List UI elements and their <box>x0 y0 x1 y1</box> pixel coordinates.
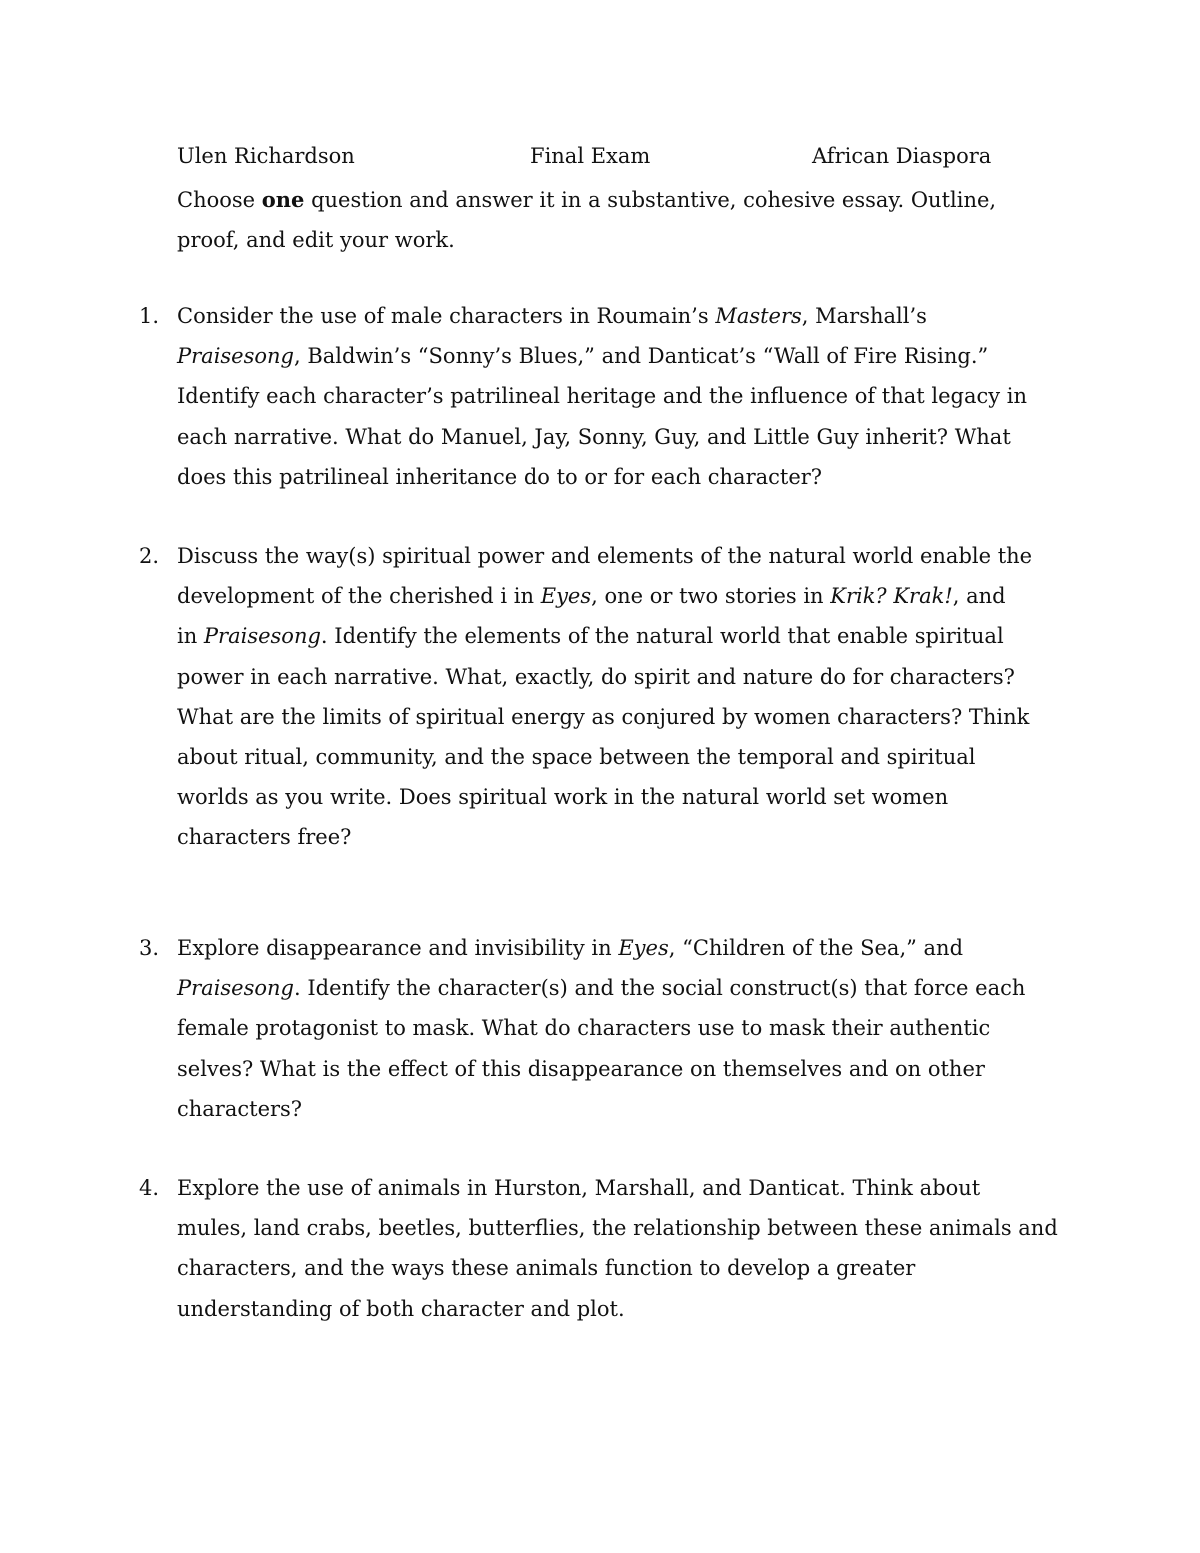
question-text: characters free? <box>177 825 352 850</box>
question-text: mules, land crabs, beetles, butterflies, the relationship between these animals and <box>177 1216 1058 1241</box>
instructions-emphasis: one <box>261 187 305 212</box>
title-italic: Masters <box>715 304 802 328</box>
question-number: 3. <box>139 936 160 960</box>
question-text: power in each narrative. What, exactly, do spirit and nature do for characters? <box>177 664 1015 689</box>
question-text-line <box>177 1168 1027 1208</box>
title-italic: Eyes <box>618 936 669 960</box>
question-text: , Baldwin’s “Sonny’s Blues,” and Danticat’s “Wall of Fire Rising.” <box>294 344 989 369</box>
question-text: each narrative. What do Manuel, Jay, Sonny, Guy, and Little Guy inherit? What <box>177 424 1011 449</box>
instructions-text-before: Choose <box>177 188 262 212</box>
question-text-line <box>177 336 1027 376</box>
question-text: Identify each character’s patrilineal heritage and the influence of that legacy in <box>177 384 1028 409</box>
question-text: . Identify the character(s) and the social construct(s) that force each <box>294 976 1026 1001</box>
question-text-line <box>177 1049 1027 1089</box>
question-2 <box>139 536 1033 858</box>
question-number: 4. <box>139 1176 160 1200</box>
question-text: Explore disappearance and invisibility in <box>177 936 619 960</box>
course-name: African Diaspora <box>812 144 992 168</box>
question-text: , one or two stories in <box>591 584 831 609</box>
question-text-line <box>177 457 1027 497</box>
question-3 <box>139 928 1027 1129</box>
question-text: , “Children of the Sea,” and <box>668 936 964 960</box>
question-text: . Identify the elements of the natural world that enable spiritual <box>320 624 1004 649</box>
question-text: characters, and the ways these animals function to develop a greater <box>177 1256 916 1281</box>
question-text-line <box>177 1089 1027 1129</box>
question-text-line <box>177 697 1030 737</box>
question-text: about ritual, community, and the space between the temporal and spiritual <box>177 745 976 770</box>
title-italic: Praisesong <box>177 976 294 1001</box>
question-text: understanding of both character and plot. <box>177 1296 625 1321</box>
question-text-line <box>177 296 1027 336</box>
question-text: in <box>177 624 204 649</box>
question-text: characters? <box>177 1096 303 1121</box>
question-text-line <box>177 376 1027 416</box>
question-text: What are the limits of spiritual energy as conjured by women characters? Think <box>177 704 1030 729</box>
question-text-line <box>177 417 1027 457</box>
question-text: development of the cherished i in <box>177 584 541 609</box>
question-text: does this patrilineal inheritance do to or for each character? <box>177 464 823 489</box>
instructions-text-after: question and answer it in a substantive, cohesive essay. Outline, <box>304 188 997 212</box>
question-text: Explore the use of animals in Hurston, Marshall, and Danticat. Think about <box>177 1176 981 1200</box>
question-text-line <box>177 1208 1058 1248</box>
question-number: 2. <box>139 544 160 568</box>
question-text: female protagonist to mask. What do characters use to mask their authentic <box>177 1016 991 1041</box>
question-text-line <box>177 1008 1027 1048</box>
question-text: Consider the use of male characters in Roumain’s <box>177 304 716 328</box>
question-text-line <box>177 1248 1027 1288</box>
question-text-line <box>177 928 1027 968</box>
question-text: , and <box>952 584 1006 609</box>
title-italic: Krik? Krak! <box>830 584 953 609</box>
question-text: selves? What is the effect of this disappearance on themselves and on other <box>177 1056 985 1081</box>
question-text-line <box>177 576 1027 616</box>
question-text-line <box>177 968 1027 1008</box>
exam-title: Final Exam <box>530 144 651 168</box>
question-text-line <box>177 536 1033 576</box>
question-text: , Marshall’s <box>801 304 927 328</box>
question-text-line <box>177 657 1027 697</box>
title-italic: Praisesong <box>177 344 294 369</box>
question-4 <box>139 1168 1058 1329</box>
student-name: Ulen Richardson <box>177 144 355 168</box>
question-1 <box>139 296 1028 497</box>
question-number: 1. <box>139 304 160 328</box>
question-text: worlds as you write. Does spiritual work in the natural world set women <box>177 785 949 810</box>
instructions-text-line2: proof, and edit your work. <box>177 228 455 252</box>
question-text-line <box>177 777 1027 817</box>
question-text-line <box>177 817 1027 857</box>
question-text: Discuss the way(s) spiritual power and elements of the natural world enable the <box>177 544 1033 568</box>
question-text-line <box>177 737 1027 777</box>
title-italic: Eyes <box>540 584 592 609</box>
document-header <box>177 140 1037 172</box>
title-italic: Praisesong <box>203 624 321 649</box>
exam-instructions <box>177 180 1017 260</box>
question-text-line <box>177 616 1027 656</box>
question-text-line <box>177 1289 1027 1329</box>
